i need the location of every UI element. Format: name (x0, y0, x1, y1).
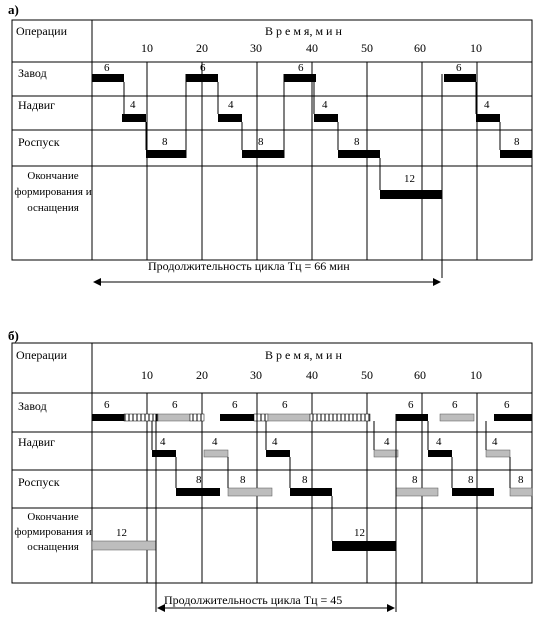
bar-rospusk-b-6 (510, 488, 532, 496)
dur-nadvig-b-5: 4 (436, 436, 442, 448)
tick-label-a-4: 40 (306, 41, 318, 55)
bar-okonchanie-b-2 (332, 541, 396, 551)
diagram-b (8, 328, 532, 612)
bar-okonchanie-b-1 (92, 541, 156, 550)
bar-rospusk-b-4 (396, 488, 438, 496)
dur-rospusk-a-3: 8 (354, 136, 360, 148)
tick-label-a-7: 10 (470, 41, 482, 55)
row-label-rospusk-a: Роспуск (18, 135, 60, 149)
dur-zavod-b-1: 6 (104, 399, 110, 411)
dur-rospusk-a-2: 8 (258, 136, 264, 148)
bar-rospusk-a-1 (146, 150, 186, 158)
cycle-label-b: Продолжительность цикла Tц = 45 (164, 593, 343, 607)
bar-nadvig-a-3 (314, 114, 338, 122)
row-label-nadvig-a: Надвиг (18, 98, 56, 112)
tick-label-b-1: 10 (141, 368, 153, 382)
dur-zavod-a-2: 6 (200, 62, 206, 74)
dur-zavod-b-3: 6 (232, 399, 238, 411)
time-header-b: В р е м я, м и н (265, 348, 342, 362)
bar-rospusk-a-2 (242, 150, 284, 158)
panel-label-b: б) (8, 328, 19, 343)
tick-label-a-3: 30 (250, 41, 262, 55)
bar-nadvig-b-2 (204, 450, 228, 457)
bar-rospusk-a-3 (338, 150, 380, 158)
dur-rospusk-b-5: 8 (468, 474, 474, 486)
cycle-label-a: Продолжительность цикла Tц = 66 мин (148, 259, 350, 273)
bar-zavod-b-6 (440, 414, 474, 421)
wait-zavod-b-4 (310, 414, 370, 421)
bar-rospusk-b-2 (228, 488, 272, 496)
dur-zavod-b-4: 6 (282, 399, 288, 411)
time-header-a: В р е м я, м и н (265, 24, 342, 38)
dur-rospusk-b-2: 8 (240, 474, 246, 486)
wait-zavod-b-1 (124, 414, 158, 421)
row-label-okonchanie-a: Окончание формирования и оснащения (14, 170, 92, 214)
dur-rospusk-b-6: 8 (518, 474, 524, 486)
wait-zavod-b-3 (254, 414, 268, 421)
dur-zavod-a-1: 6 (104, 62, 110, 74)
dur-zavod-a-3: 6 (298, 62, 304, 74)
dur-okonchanie-b-1: 12 (116, 527, 127, 539)
tick-label-b-2: 20 (196, 368, 208, 382)
dur-rospusk-b-1: 8 (196, 474, 202, 486)
bar-zavod-b-2 (158, 414, 190, 421)
tick-label-a-1: 10 (141, 41, 153, 55)
operations-header-a: Операции (16, 24, 68, 38)
dur-nadvig-b-2: 4 (212, 436, 218, 448)
bar-zavod-a-2 (186, 74, 218, 82)
bar-zavod-b-7 (494, 414, 532, 421)
bar-zavod-b-3 (220, 414, 254, 421)
bar-nadvig-b-4 (374, 450, 398, 457)
dur-nadvig-a-1: 4 (130, 99, 136, 111)
bar-nadvig-b-5 (428, 450, 452, 457)
row-label-zavod-b: Завод (18, 399, 47, 413)
bar-zavod-b-4 (268, 414, 310, 421)
row-label-rospusk-b: Роспуск (18, 475, 60, 489)
row-label-okonchanie-b: Окончание формирования и оснащения (14, 511, 92, 553)
bar-zavod-a-4 (444, 74, 476, 82)
dur-rospusk-b-4: 8 (412, 474, 418, 486)
bar-nadvig-a-1 (122, 114, 146, 122)
dur-nadvig-b-6: 4 (492, 436, 498, 448)
row-label-nadvig-b: Надвиг (18, 435, 56, 449)
dur-nadvig-b-1: 4 (160, 436, 166, 448)
tick-label-b-5: 50 (361, 368, 373, 382)
dur-zavod-b-5: 6 (408, 399, 414, 411)
dur-zavod-b-2: 6 (172, 399, 178, 411)
dur-rospusk-a-1: 8 (162, 136, 168, 148)
bar-nadvig-b-3 (266, 450, 290, 457)
dur-nadvig-a-3: 4 (322, 99, 328, 111)
bar-nadvig-a-4 (476, 114, 500, 122)
tick-label-a-5: 50 (361, 41, 373, 55)
bar-rospusk-a-4 (500, 150, 532, 158)
dur-zavod-b-6: 6 (452, 399, 458, 411)
tick-label-b-6: 60 (414, 368, 426, 382)
diagram-a (8, 2, 532, 282)
bar-zavod-a-1 (92, 74, 124, 82)
bar-zavod-a-3 (284, 74, 316, 82)
bar-rospusk-b-1 (176, 488, 220, 496)
dur-okonchanie-a-1: 12 (404, 173, 415, 185)
operations-header-b: Операции (16, 348, 68, 362)
dur-zavod-a-4: 6 (456, 62, 462, 74)
bar-rospusk-b-3 (290, 488, 332, 496)
panel-label-a: а) (8, 2, 19, 17)
bar-okonchanie-a-1 (380, 190, 442, 199)
dur-nadvig-b-4: 4 (384, 436, 390, 448)
dur-rospusk-a-4: 8 (514, 136, 520, 148)
tick-label-b-4: 40 (306, 368, 318, 382)
bar-nadvig-a-2 (218, 114, 242, 122)
dur-nadvig-a-4: 4 (484, 99, 490, 111)
bar-nadvig-b-6 (486, 450, 510, 457)
dur-nadvig-a-2: 4 (228, 99, 234, 111)
tick-label-b-7: 10 (470, 368, 482, 382)
bar-zavod-b-1 (92, 414, 124, 421)
dur-okonchanie-b-2: 12 (354, 527, 365, 539)
bar-rospusk-b-5 (452, 488, 494, 496)
dur-rospusk-b-3: 8 (302, 474, 308, 486)
bar-zavod-b-5 (396, 414, 428, 421)
dur-nadvig-b-3: 4 (272, 436, 278, 448)
tick-label-a-2: 20 (196, 41, 208, 55)
dur-zavod-b-7: 6 (504, 399, 510, 411)
tick-label-b-3: 30 (250, 368, 262, 382)
row-label-zavod-a: Завод (18, 66, 47, 80)
wait-zavod-b-2 (190, 414, 204, 421)
tick-label-a-6: 60 (414, 41, 426, 55)
